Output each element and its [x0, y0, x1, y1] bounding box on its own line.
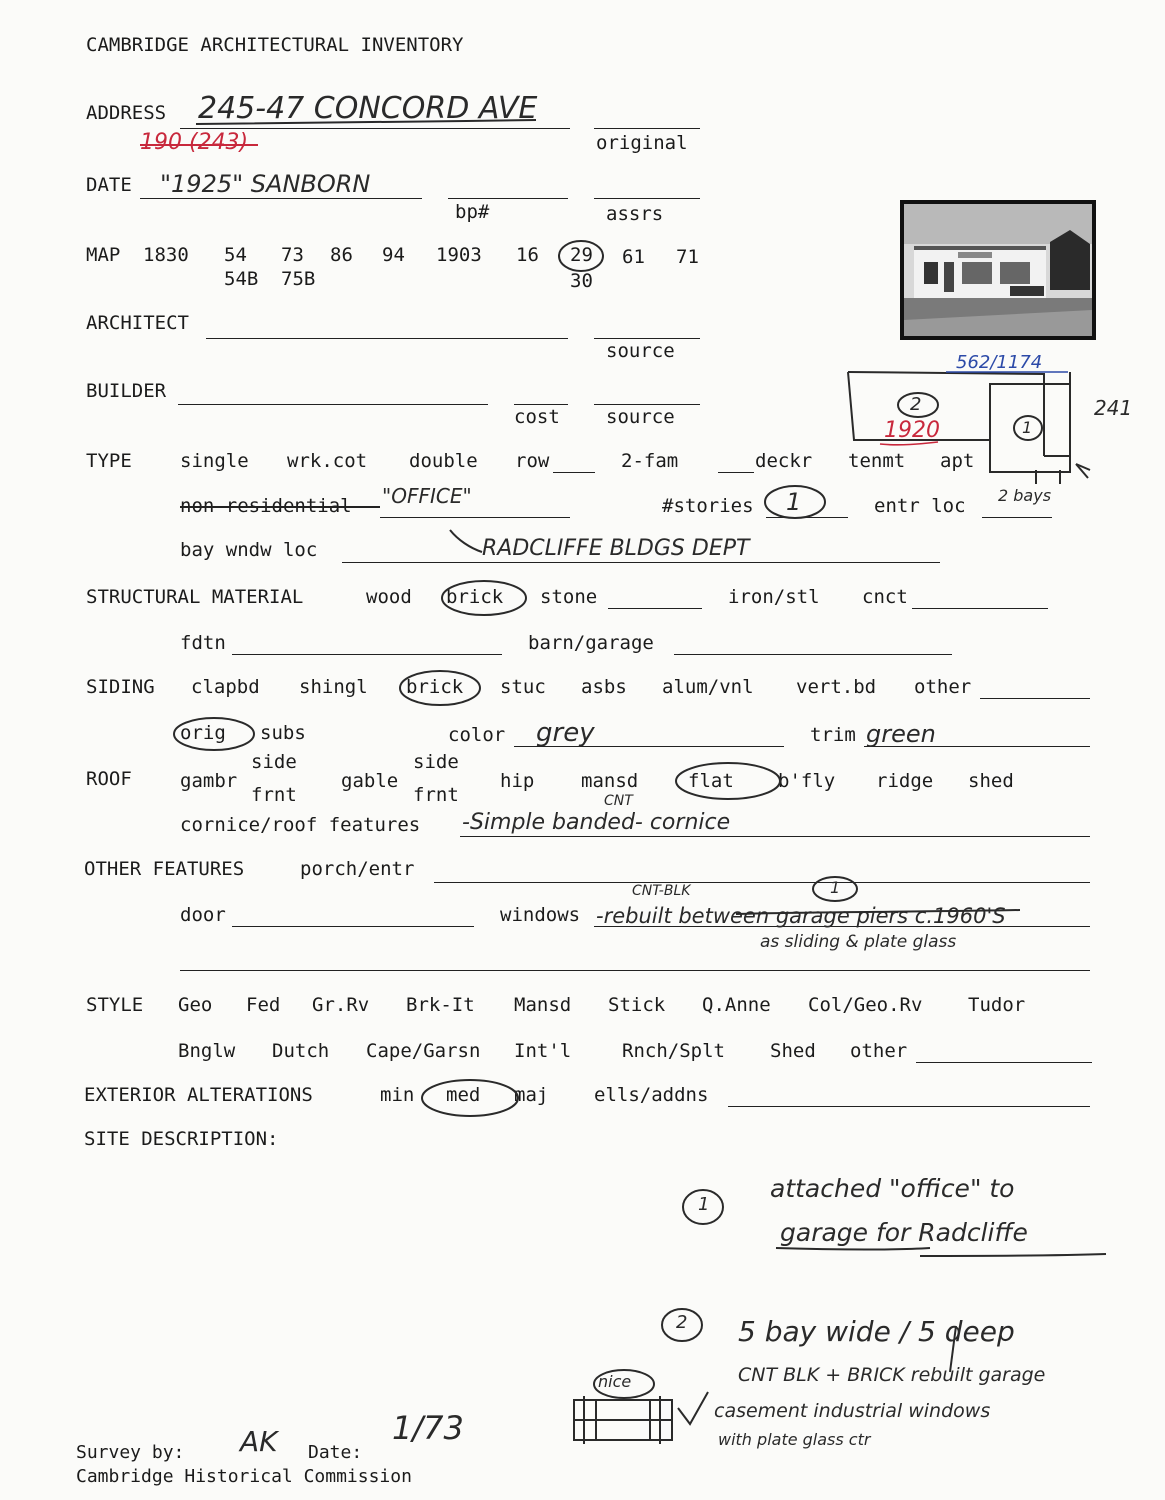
- siding-option-circled: brick: [406, 676, 464, 698]
- map-year: 1903: [436, 244, 482, 266]
- style-option: Col/Geo.Rv: [808, 994, 923, 1016]
- siding-option: vert.bd: [796, 676, 877, 698]
- note-2-line-1: 5 bay wide / 5 deep: [738, 1315, 1015, 1348]
- sketch-number-2: 2: [910, 394, 922, 415]
- siding-option: other: [914, 676, 972, 698]
- assrs-line: [594, 198, 700, 199]
- siding-option: stuc: [500, 676, 546, 698]
- sketch-year: 1920: [884, 418, 940, 443]
- map-year: 86: [330, 244, 353, 266]
- original-line: [594, 128, 700, 129]
- style-option: Rnch/Splt: [622, 1040, 725, 1062]
- map-year: 94: [382, 244, 405, 266]
- cost-line: [514, 404, 568, 405]
- trim-label: trim: [810, 724, 856, 746]
- strike-line: [180, 506, 380, 508]
- structural-label: STRUCTURAL MATERIAL: [86, 586, 304, 608]
- roof-option: mansd: [581, 770, 639, 792]
- date-line: [140, 198, 422, 199]
- barn-garage-label: barn/garage: [528, 632, 654, 654]
- windows-note-number: 1: [830, 878, 841, 897]
- structural-option: wood: [366, 586, 412, 608]
- form-title: CAMBRIDGE ARCHITECTURAL INVENTORY: [86, 34, 464, 56]
- type-option: row: [515, 450, 550, 472]
- architect-line: [206, 338, 568, 339]
- type-option: 2-fam: [621, 450, 679, 472]
- map-year: 73: [281, 244, 304, 266]
- entr-loc-label: entr loc: [874, 495, 966, 517]
- windows-handwritten-1: -rebuilt between garage piers c.1960'S: [596, 904, 1006, 928]
- style-option: other: [850, 1040, 908, 1062]
- builder-label: BUILDER: [86, 380, 167, 402]
- map-year: 54B: [224, 268, 259, 290]
- map-year: 75B: [281, 268, 316, 290]
- style-option: Stick: [608, 994, 666, 1016]
- bp-label: bp#: [455, 201, 490, 223]
- other-features-label: OTHER FEATURES: [84, 858, 245, 880]
- style-option: Dutch: [272, 1040, 330, 1062]
- structural-option: iron/stl: [728, 586, 820, 608]
- note-1-number: 1: [698, 1194, 710, 1215]
- note-2-number: 2: [676, 1312, 688, 1333]
- bay-wndw-line: [342, 562, 940, 563]
- alteration-option: maj: [514, 1084, 549, 1106]
- structural-option: cnct: [862, 586, 908, 608]
- style-option: Cape/Garsn: [366, 1040, 481, 1062]
- owner-handwritten: RADCLIFFE BLDGS DEPT: [482, 536, 750, 561]
- stone-line: [608, 608, 702, 609]
- siding-option: asbs: [581, 676, 627, 698]
- structural-option-circled: brick: [446, 586, 504, 608]
- alterations-label: EXTERIOR ALTERATIONS: [84, 1084, 313, 1106]
- style-label: STYLE: [86, 994, 144, 1016]
- building-photo-icon: [900, 200, 1096, 340]
- map-label: MAP: [86, 244, 121, 266]
- deckr-line: [718, 472, 754, 473]
- builder-source-line: [594, 404, 700, 405]
- barn-garage-line: [674, 654, 952, 655]
- roof-option: ridge: [876, 770, 934, 792]
- entr-loc-line: [982, 517, 1052, 518]
- alteration-option-circled: med: [446, 1084, 481, 1106]
- roof-option: gambr: [180, 770, 238, 792]
- note-2-line-4: with plate glass ctr: [718, 1430, 871, 1449]
- sketch-number-1: 1: [1022, 418, 1033, 437]
- siding-option: clapbd: [191, 676, 260, 698]
- siding-option: alum/vnl: [662, 676, 754, 698]
- other-features-line: [180, 970, 1090, 971]
- cornice-line: [460, 836, 1090, 837]
- type-option: apt: [940, 450, 975, 472]
- builder-line: [178, 404, 488, 405]
- source-label: source: [606, 340, 675, 362]
- roof-option: shed: [968, 770, 1014, 792]
- commission-name: Cambridge Historical Commission: [76, 1466, 412, 1487]
- bay-wndw-label: bay wndw loc: [180, 539, 318, 561]
- fdtn-label: fdtn: [180, 632, 226, 654]
- source-label: source: [606, 406, 675, 428]
- alteration-option: ells/addns: [594, 1084, 709, 1106]
- architect-source-line: [594, 338, 700, 339]
- style-option: Shed: [770, 1040, 816, 1062]
- roof-option: hip: [500, 770, 535, 792]
- assrs-label: assrs: [606, 203, 664, 225]
- fdtn-line: [232, 654, 502, 655]
- cornice-cnt-note: CNT: [604, 793, 633, 809]
- roof-option: b'fly: [778, 770, 836, 792]
- style-option: Tudor: [968, 994, 1026, 1016]
- type-label: TYPE: [86, 450, 132, 472]
- type-option: single: [180, 450, 249, 472]
- roof-label: ROOF: [86, 768, 132, 790]
- map-year: 16: [516, 244, 539, 266]
- trim-handwritten: green: [866, 720, 936, 748]
- original-label: original: [596, 132, 688, 154]
- type-option: double: [409, 450, 478, 472]
- door-line: [232, 926, 474, 927]
- orig-label-circled: orig: [180, 722, 226, 744]
- type-option: deckr: [755, 450, 813, 472]
- door-label: door: [180, 904, 226, 926]
- roof-option: frnt: [251, 784, 297, 806]
- windows-handwritten-2: as sliding & plate glass: [760, 932, 957, 952]
- subs-label: subs: [260, 722, 306, 744]
- alteration-option: min: [380, 1084, 415, 1106]
- map-year: 54: [224, 244, 247, 266]
- style-option: Geo: [178, 994, 213, 1016]
- roof-option: side: [251, 751, 297, 773]
- date-label: DATE: [86, 174, 132, 196]
- address-line: [180, 128, 570, 129]
- style-option: Gr.Rv: [312, 994, 370, 1016]
- site-description-label: SITE DESCRIPTION:: [84, 1128, 279, 1150]
- map-year: 30: [570, 270, 593, 292]
- siding-other-line: [980, 698, 1090, 699]
- stories-line: [766, 517, 848, 518]
- style-option: Fed: [246, 994, 281, 1016]
- style-option: Int'l: [514, 1040, 572, 1062]
- style-other-line: [916, 1062, 1092, 1063]
- map-year-circled: 29: [570, 244, 593, 266]
- style-option: Mansd: [514, 994, 572, 1016]
- old-address-number: 190 (243): [140, 130, 249, 155]
- structural-option: stone: [540, 586, 598, 608]
- cnct-line: [912, 608, 1048, 609]
- note-1-line-2: garage for Radcliffe: [780, 1218, 1028, 1247]
- strike-line: [140, 144, 258, 146]
- stories-handwritten: 1: [786, 488, 802, 516]
- surveyor-initials: AK: [240, 1425, 278, 1458]
- cornice-label: cornice/roof features: [180, 814, 421, 836]
- cornice-handwritten: -Simple banded- cornice: [462, 810, 731, 835]
- bp-line: [448, 198, 568, 199]
- siding-label: SIDING: [86, 676, 155, 698]
- roof-option: frnt: [413, 784, 459, 806]
- porch-label: porch/entr: [300, 858, 415, 880]
- color-handwritten: grey: [536, 718, 595, 748]
- non-residential-label: non-residential: [180, 495, 352, 517]
- date-handwritten: "1925" SANBORN: [160, 170, 371, 198]
- porch-line: [434, 882, 1090, 883]
- sketch-lot-number: 241: [1094, 396, 1133, 420]
- roof-option-circled: flat: [688, 770, 734, 792]
- color-label: color: [448, 724, 506, 746]
- architect-label: ARCHITECT: [86, 312, 189, 334]
- style-option: Q.Anne: [702, 994, 771, 1016]
- type-option: wrk.cot: [287, 450, 368, 472]
- windows-label: windows: [500, 904, 581, 926]
- office-handwritten: "OFFICE": [382, 484, 472, 508]
- type-option: tenmt: [848, 450, 906, 472]
- address-handwritten: 245-47 CONCORD AVE: [198, 91, 538, 126]
- note-2-line-2: CNT BLK + BRICK rebuilt garage: [738, 1364, 1046, 1386]
- alterations-line: [728, 1106, 1090, 1107]
- roof-option: gable: [341, 770, 399, 792]
- survey-date-handwritten: 1/73: [392, 1409, 464, 1447]
- note-1-line-1: attached "office" to: [770, 1174, 1015, 1203]
- map-year: 1830: [143, 244, 189, 266]
- address-label: ADDRESS: [86, 102, 167, 124]
- cost-label: cost: [514, 406, 560, 428]
- note-2-line-3: casement industrial windows: [714, 1400, 991, 1422]
- style-option: Brk-It: [406, 994, 475, 1016]
- map-year: 61: [622, 246, 645, 268]
- windows-cnt-blk-note: CNT-BLK: [632, 883, 691, 899]
- non-residential-line: [380, 517, 570, 518]
- survey-by-label: Survey by:: [76, 1442, 185, 1463]
- style-option: Bnglw: [178, 1040, 236, 1062]
- siding-option: shingl: [299, 676, 368, 698]
- survey-date-label: Date:: [308, 1442, 363, 1463]
- row-line: [553, 472, 595, 473]
- roof-option: side: [413, 751, 459, 773]
- nice-note: nice: [598, 1372, 632, 1391]
- stories-label: #stories: [662, 495, 754, 517]
- entry-bays: 2 bays: [998, 486, 1052, 505]
- map-year: 71: [676, 246, 699, 268]
- sketch-id: 562/1174: [956, 352, 1043, 373]
